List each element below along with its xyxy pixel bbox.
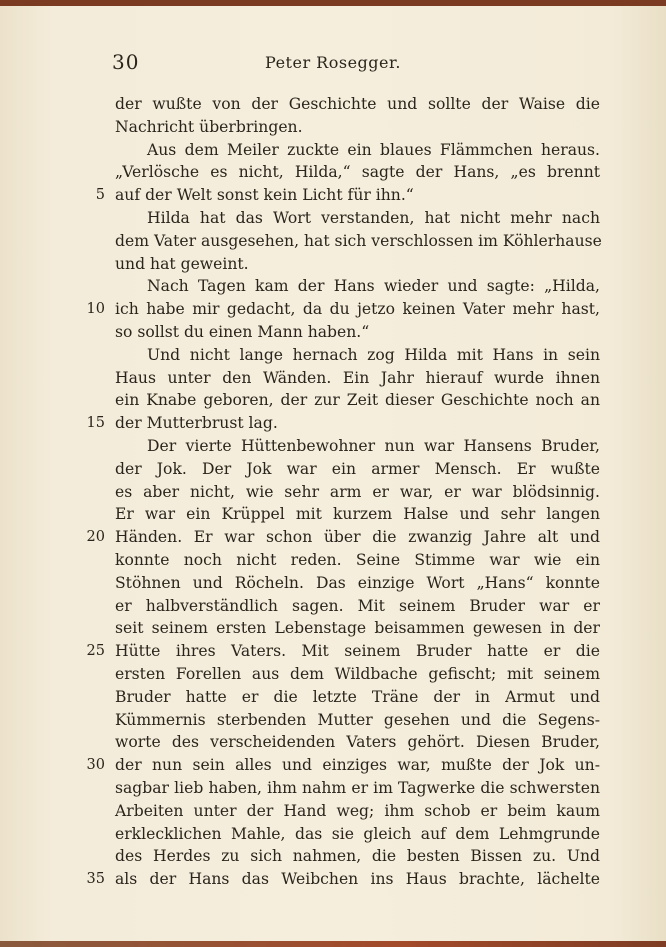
- line-number: 35: [86, 871, 105, 888]
- line-text: konnte noch nicht reden. Seine Stimme war wie ein: [115, 550, 600, 569]
- line-text: „Verlösche es nicht, Hilda,“ sagte der Hans, „es brennt: [115, 163, 600, 182]
- text-line: [115, 503, 600, 526]
- text-line: [115, 572, 600, 595]
- running-head: Peter Rosegger.: [265, 53, 401, 72]
- body-text: [86, 93, 602, 891]
- line-text: ersten Forellen aus dem Wildbache gefischt; mit seinem: [115, 664, 600, 683]
- text-line: [115, 367, 600, 390]
- line-text: der Jok. Der Jok war ein armer Mensch. Er wußte: [115, 459, 600, 478]
- text-line: [115, 595, 600, 618]
- line-text: der wußte von der Geschichte und sollte der Waise die: [115, 95, 600, 113]
- line-text: der Mutterbrust lag.: [115, 414, 278, 433]
- bottom-edge: [0, 941, 666, 947]
- text-line: [115, 481, 600, 504]
- text-line: [115, 389, 600, 412]
- line-number: 30: [86, 757, 105, 774]
- text-line: [115, 663, 600, 686]
- line-text: so sollst du einen Mann haben.“: [115, 322, 370, 341]
- line-text: Der vierte Hüttenbewohner nun war Hansens Bruder,: [147, 436, 600, 455]
- line-text: Händen. Er war schon über die zwanzig Jahre alt und: [115, 528, 600, 547]
- line-text: Arbeiten unter der Hand weg; ihm schob er beim kaum: [115, 801, 600, 820]
- line-text: und hat geweint.: [115, 254, 249, 273]
- line-text: ich habe mir gedacht, da du jetzo keinen Vater mehr hast,: [115, 300, 600, 319]
- line-text: Nachricht überbringen.: [115, 117, 303, 136]
- top-edge: [0, 0, 666, 6]
- line-text: Aus dem Meiler zuckte ein blaues Flämmchen heraus.: [147, 140, 600, 159]
- line-text: es aber nicht, wie sehr arm er war, er war blödsinnig.: [115, 482, 600, 501]
- text-line: [86, 868, 600, 891]
- text-line: [115, 321, 600, 344]
- text-line: [86, 640, 600, 663]
- text-line: [115, 139, 600, 162]
- text-line: [115, 230, 600, 253]
- text-line: [115, 549, 600, 572]
- line-text: er halbverständlich sagen. Mit seinem Bruder war er: [115, 596, 600, 615]
- line-text: Haus unter den Wänden. Ein Jahr hierauf wurde ihnen: [115, 368, 600, 387]
- line-text: Kümmernis sterbenden Mutter gesehen und die Segens-: [115, 710, 600, 729]
- text-line: [86, 298, 600, 321]
- line-text: sagbar lieb haben, ihm nahm er im Tagwerke die schwersten: [115, 778, 600, 797]
- text-line: [115, 777, 600, 800]
- text-line: [115, 435, 600, 458]
- line-text: auf der Welt sonst kein Licht für ihn.“: [115, 186, 414, 205]
- text-line: [115, 709, 600, 732]
- line-number: 10: [86, 301, 105, 318]
- text-line: [115, 686, 600, 709]
- text-line: [86, 412, 600, 435]
- line-number: 5: [95, 187, 105, 204]
- line-number: 15: [86, 415, 105, 432]
- line-text: worte des verscheidenden Vaters gehört. Diesen Bruder,: [115, 733, 600, 752]
- line-text: Er war ein Krüppel mit kurzem Halse und sehr langen: [115, 505, 600, 524]
- text-line: [115, 823, 600, 846]
- line-text: als der Hans das Weibchen ins Haus brachte, lächelte: [115, 870, 600, 889]
- line-text: Bruder hatte er die letzte Träne der in Armut und: [115, 687, 600, 706]
- line-number: 25: [86, 643, 105, 660]
- text-line: [115, 617, 600, 640]
- line-text: dem Vater ausgesehen, hat sich verschlossen im Köhlerhause: [115, 231, 602, 250]
- text-line: [115, 344, 600, 367]
- line-text: erklecklichen Mahle, das sie gleich auf dem Lehmgrunde: [115, 824, 600, 843]
- text-line: [115, 93, 600, 116]
- line-text: Hilda hat das Wort verstanden, hat nicht mehr nach: [147, 208, 600, 227]
- text-line: [115, 731, 600, 754]
- line-text: Stöhnen und Röcheln. Das einzige Wort „Hans“ konnte: [115, 573, 600, 592]
- line-text: Und nicht lange hernach zog Hilda mit Hans in sein: [147, 345, 600, 364]
- line-text: ein Knabe geboren, der zur Zeit dieser Geschichte noch an: [115, 391, 600, 410]
- line-text: seit seinem ersten Lebenstage beisammen gewesen in der: [115, 619, 600, 638]
- text-line: [115, 207, 600, 230]
- line-text: Nach Tagen kam der Hans wieder und sagte: „Hilda,: [147, 277, 600, 296]
- text-line: [95, 184, 600, 207]
- page-number: 30: [112, 50, 140, 74]
- line-text: der nun sein alles und einziges war, mußte der Jok un-: [115, 756, 600, 775]
- text-line: [115, 458, 600, 481]
- text-line: [115, 161, 600, 184]
- text-line: [86, 754, 600, 777]
- line-text: des Herdes zu sich nahmen, die besten Bissen zu. Und: [115, 847, 600, 866]
- line-text: Hütte ihres Vaters. Mit seinem Bruder hatte er die: [115, 642, 600, 661]
- text-line: [115, 800, 600, 823]
- line-number: 20: [86, 529, 105, 546]
- text-line: [115, 116, 600, 139]
- text-line: [115, 845, 600, 868]
- text-line: [115, 253, 600, 276]
- text-line: [115, 275, 600, 298]
- text-line: [86, 526, 600, 549]
